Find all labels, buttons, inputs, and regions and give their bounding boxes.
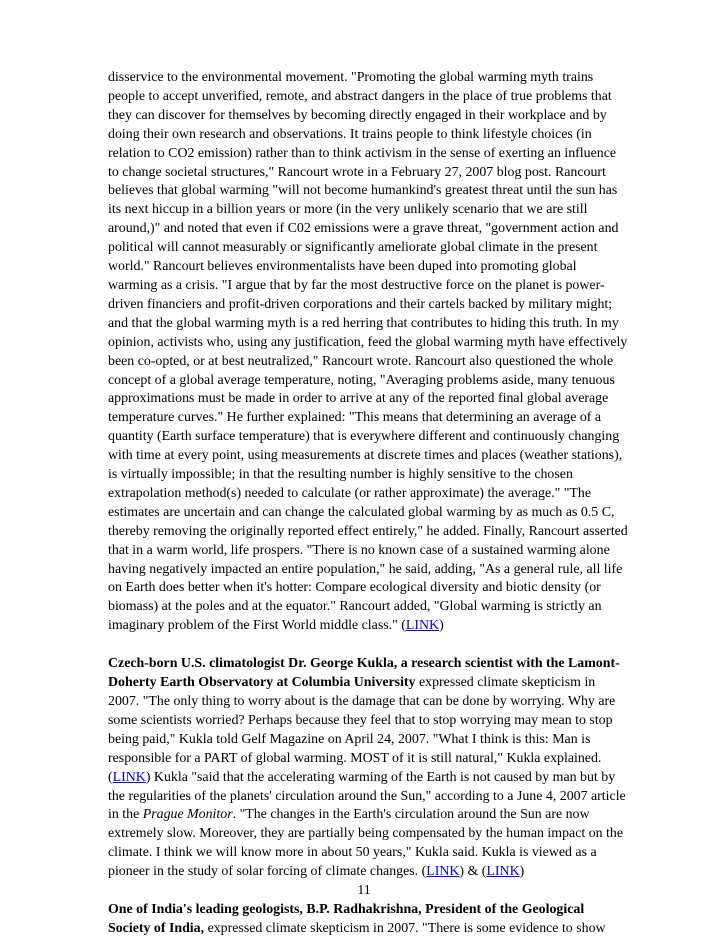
link[interactable]: LINK xyxy=(112,769,146,785)
paragraph-text: expressed climate skepticism in 2007. "There is some evidence to show xyxy=(204,920,606,936)
paragraph-text: ) Kukla "said that the accelerating warming of the Earth is not caused by man but by the regularities of the planets' circulation around the Sun," according to a June 4, 2007 article in the xyxy=(108,769,626,823)
paragraph-text: ) & ( xyxy=(459,864,487,880)
link[interactable]: LINK xyxy=(405,618,440,634)
paragraph-text: disservice to the environmental movement. "Promoting the global warming myth trains people to accept unverified, remote, and abstract dangers in the place of true problems that they can discover for themselves by becoming directly engaged in their workplace and by doing their own research and observations. It trains people to think lifestyle choices (in relation to CO2 emission) rather than to think activism in the sense of exerting an influence to change societal structures," Rancourt wrote in a February 27, 2007 blog post. Rancourt believes that global warming "will not become humankind's greatest threat until the sun has its next hiccup in a billion years or more (in the very unlikely scenario that we are still around,)" and noted that even if C02 emissions were a grave threat, "government action and political will cannot measurably or significantly ameliorate global climate in the present world." Rancourt believes environmentalists have been duped into promoting global warming as a crisis. "I argue that by far the most destructive force on the planet is power-driven financiers and profit-driven corporations and their cartels backed by military might; and that the global warming myth is a red herring that contributes to hiding this truth. In my opinion, activists who, using any justification, feed the global warming myth have effectively been co-opted, or at best neutralized," Rancourt wrote. Rancourt also questioned the whole concept of a global average temperature, noting, "Averaging problems aside, many tenuous approximations must be made in order to arrive at any of the reported final global average temperature curves." He further explained: "This means that determining an average of a quantity (Earth surface temperature) that is everywhere different and continuously changing with time at every point, using measurements at discrete times and places (weather stations), is virtually impossible; in that the resulting number is highly sensitive to the chosen extrapolation method(s) needed to calculate (or rather approximate) the average." "The estimates are uncertain and can change the calculated global warming by as much as 0.5 C, thereby removing the originally reported effect entirely," he added. Finally, Rancourt asserted that in a warm world, life prospers. "There is no known case of a sustained warming alone having negatively impacted an entire population," he said, adding, "As a general rule, all life on Earth does better when it's hotter: Compare ecological diversity and biotic density (or biomass) at the poles and at the equator." Rancourt added, "Global warming is strictly an imaginary problem of the First World middle class." ( xyxy=(108,70,628,634)
page-number: 11 xyxy=(357,883,371,898)
paragraph-radhakrishna xyxy=(108,901,628,939)
link[interactable]: LINK xyxy=(486,864,520,880)
paragraph-gap xyxy=(108,636,628,655)
paragraph-text: . "The changes in the Earth's circulation around the Sun are now extremely slow. Moreover, they are partially being compensated by the human impact on the climate. I think we will know more in about 50 years," Kukla said. Kukla is viewed as a pioneer in the study of solar forcing of climate changes. ( xyxy=(108,807,624,880)
link[interactable]: LINK xyxy=(426,864,460,880)
paragraph-text: ) xyxy=(519,864,525,880)
paragraph-lead-bold: Czech-born U.S. climatologist Dr. George Kukla, a research scientist with the Lamont-Doherty Earth Observatory at Columbia University xyxy=(108,656,620,691)
paragraph-rancourt xyxy=(108,69,628,636)
paragraph-text: expressed climate skepticism in 2007. "The only thing to worry about is the damage that can be done by worrying. Why are some scientists worried? Perhaps because they feel that to stop worrying may mean to stop being paid," Kukla told Gelf Magazine on April 24, 2007. "What I think is this: Man is responsible for a PART of global warming. MOST of it is still natural," Kukla explained. ( xyxy=(108,675,616,785)
publication-title: Prague Monitor xyxy=(142,807,233,823)
paragraph-lead-bold: One of India's leading geologists, B.P. Radhakrishna, President of the Geological Society of India, xyxy=(108,902,585,936)
paragraph-kukla xyxy=(108,655,628,882)
paragraph-text: ) xyxy=(439,618,444,634)
document-page xyxy=(108,69,628,939)
